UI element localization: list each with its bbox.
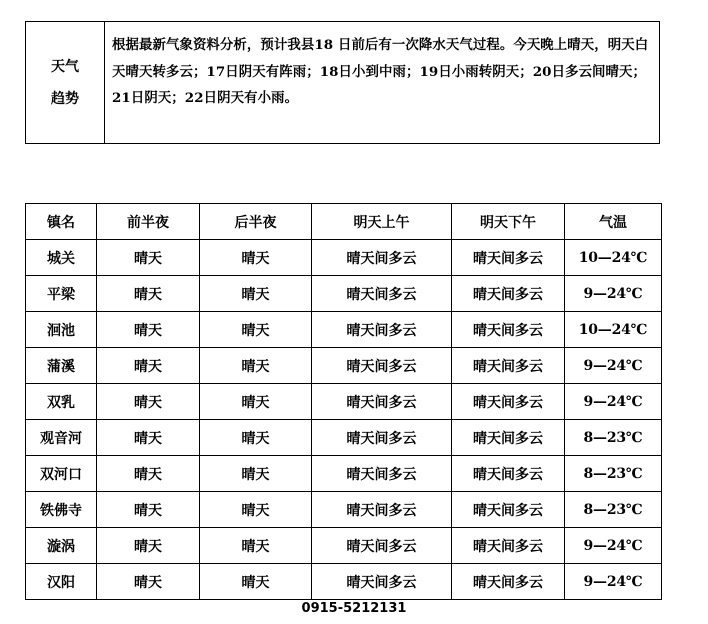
town-name-cell: 平梁 [26,276,97,312]
weather-cell: 晴天间多云 [452,384,565,420]
table-row [26,564,662,600]
weather-cell: 晴天 [200,528,312,564]
weather-cell: 晴天 [200,420,312,456]
town-name-cell: 城关 [26,240,97,276]
weather-cell: 晴天 [200,276,312,312]
town-name-cell: 蒲溪 [26,348,97,384]
town-name-cell: 双河口 [26,456,97,492]
table-row [26,420,662,456]
weather-cell: 晴天间多云 [312,312,452,348]
weather-cell: 晴天间多云 [452,528,565,564]
table-header-row [26,204,662,240]
weather-cell: 晴天间多云 [452,564,565,600]
weather-cell: 晴天 [97,312,200,348]
table-row [26,348,662,384]
weather-cell: 晴天间多云 [452,240,565,276]
temperature-cell: 9—24℃ [565,276,662,312]
weather-cell: 晴天间多云 [452,348,565,384]
temperature-cell: 8—23℃ [565,420,662,456]
weather-cell: 晴天 [97,456,200,492]
weather-cell: 晴天 [97,240,200,276]
column-header: 气温 [565,204,662,240]
weather-cell: 晴天间多云 [452,312,565,348]
temperature-cell: 9—24℃ [565,564,662,600]
weather-cell: 晴天 [97,564,200,600]
table-body [26,240,662,600]
table-row [26,456,662,492]
contact-phone: 0915-5212131 [301,601,407,616]
weather-cell: 晴天间多云 [312,456,452,492]
table-row [26,312,662,348]
weather-cell: 晴天 [200,384,312,420]
column-header: 明天上午 [312,204,452,240]
weather-cell: 晴天间多云 [312,492,452,528]
temperature-cell: 9—24℃ [565,348,662,384]
weather-cell: 晴天 [97,384,200,420]
weather-cell: 晴天间多云 [312,384,452,420]
temperature-cell: 10—24℃ [565,312,662,348]
weather-cell: 晴天间多云 [452,420,565,456]
town-name-cell: 双乳 [26,384,97,420]
weather-cell: 晴天间多云 [312,276,452,312]
weather-cell: 晴天间多云 [312,348,452,384]
column-header: 后半夜 [200,204,312,240]
table-row [26,384,662,420]
weather-cell: 晴天 [200,240,312,276]
weather-cell: 晴天间多云 [312,420,452,456]
temperature-cell: 9—24℃ [565,384,662,420]
weather-cell: 晴天 [200,492,312,528]
weather-trend-box [25,21,660,144]
weather-cell: 晴天间多云 [312,564,452,600]
column-header: 镇名 [26,204,97,240]
temperature-cell: 10—24℃ [565,240,662,276]
weather-trend-text: 根据最新气象资料分析，预计我县18 日前后有一次降水天气过程。今天晚上晴天，明天白天晴天转多云；17日阴天有阵雨；18日小到中雨；19日小雨转阴天；20日多云间晴天；21日阴天；22日阴天有小雨。 [112,37,649,106]
temperature-cell: 8—23℃ [565,492,662,528]
weather-cell: 晴天 [97,492,200,528]
town-name-cell: 洄池 [26,312,97,348]
temperature-cell: 8—23℃ [565,456,662,492]
weather-cell: 晴天间多云 [312,240,452,276]
weather-cell: 晴天 [200,564,312,600]
town-name-cell: 漩涡 [26,528,97,564]
weather-cell: 晴天 [200,312,312,348]
table-row [26,240,662,276]
temperature-cell: 9—24℃ [565,528,662,564]
table-row [26,492,662,528]
town-name-cell: 观音河 [26,420,97,456]
column-header: 明天下午 [452,204,565,240]
weather-cell: 晴天 [200,348,312,384]
table-row [26,276,662,312]
town-name-cell: 铁佛寺 [26,492,97,528]
weather-cell: 晴天间多云 [452,276,565,312]
weather-cell: 晴天 [97,528,200,564]
weather-cell: 晴天 [200,456,312,492]
weather-cell: 晴天间多云 [312,528,452,564]
table-row [26,528,662,564]
weather-cell: 晴天 [97,420,200,456]
column-header: 前半夜 [97,204,200,240]
weather-trend-label [26,22,105,143]
weather-cell: 晴天 [97,276,200,312]
weather-cell: 晴天间多云 [452,456,565,492]
weather-cell: 晴天 [97,348,200,384]
trend-label-line1: 天气 [51,58,79,75]
town-name-cell: 汉阳 [26,564,97,600]
township-forecast-table [25,203,662,600]
trend-label-line2: 趋势 [51,90,79,107]
weather-cell: 晴天间多云 [452,492,565,528]
